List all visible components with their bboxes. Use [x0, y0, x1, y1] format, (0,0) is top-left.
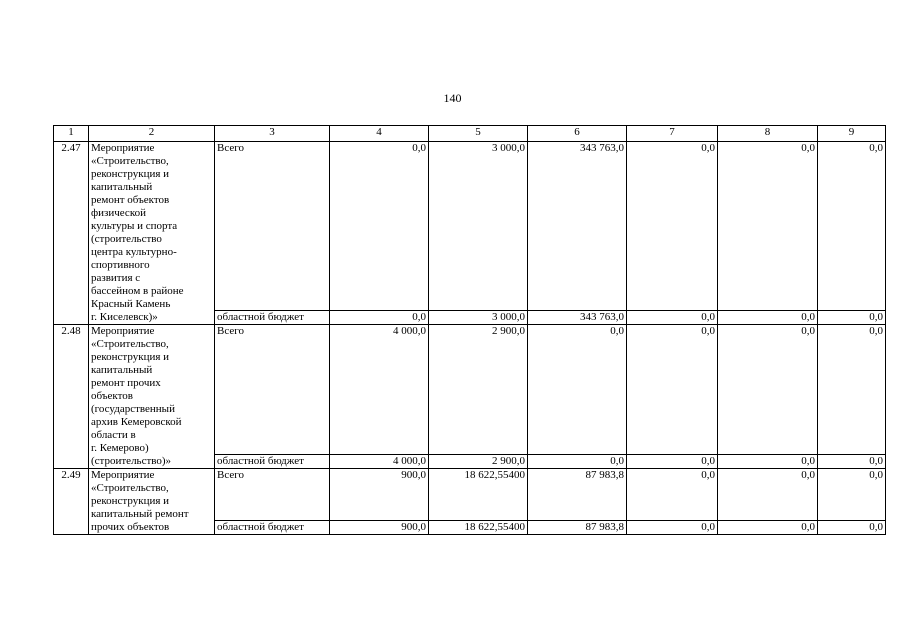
column-header: 3 — [215, 126, 330, 142]
value-cell-v7: 0,0 — [627, 469, 718, 521]
description-line: бассейном в районе — [91, 285, 184, 297]
measure-description — [89, 142, 215, 325]
description-line: ремонт прочих — [91, 377, 161, 389]
value-cell-v8: 0,0 — [718, 455, 818, 469]
description-line: (строительство — [91, 233, 162, 245]
description-line: объектов — [91, 390, 133, 402]
description-line: культуры и спорта — [91, 220, 178, 232]
value-cell-v4: 0,0 — [330, 311, 429, 325]
funding-source: областной бюджет — [215, 455, 330, 469]
description-line: Мероприятие — [91, 469, 155, 481]
description-line: «Строительство, — [91, 482, 169, 494]
table-row-total — [54, 142, 886, 311]
table-row-total — [54, 325, 886, 455]
value-cell-v4: 900,0 — [330, 469, 429, 521]
value-cell-v9: 0,0 — [818, 455, 886, 469]
value-cell-v5: 3 000,0 — [429, 142, 528, 311]
value-cell-v5: 2 900,0 — [429, 455, 528, 469]
page-number: 140 — [443, 91, 462, 105]
value-cell-v5: 18 622,55400 — [429, 469, 528, 521]
value-cell-v7: 0,0 — [627, 325, 718, 455]
description-line: спортивного — [91, 259, 150, 271]
measure-description — [89, 469, 215, 535]
description-line: г. Кемерово) — [91, 442, 149, 454]
value-cell-v6: 0,0 — [528, 455, 627, 469]
description-line: архив Кемеровской — [91, 416, 182, 428]
funding-source: областной бюджет — [215, 521, 330, 535]
funding-source: Всего — [215, 325, 330, 455]
value-cell-v4: 0,0 — [330, 142, 429, 311]
description-line: капитальный ремонт — [91, 508, 189, 520]
column-header: 5 — [429, 126, 528, 142]
value-cell-v4: 4 000,0 — [330, 325, 429, 455]
value-cell-v8: 0,0 — [718, 521, 818, 535]
description-line: капитальный — [91, 364, 153, 376]
description-line: «Строительство, — [91, 155, 169, 167]
funding-source: Всего — [215, 142, 330, 311]
value-cell-v9: 0,0 — [818, 469, 886, 521]
column-header: 1 — [54, 126, 89, 142]
row-index: 2.48 — [54, 325, 89, 469]
column-header: 7 — [627, 126, 718, 142]
value-cell-v7: 0,0 — [627, 311, 718, 325]
column-header: 8 — [718, 126, 818, 142]
value-cell-v9: 0,0 — [818, 142, 886, 311]
description-line: реконструкция и — [91, 495, 170, 507]
value-cell-v5: 18 622,55400 — [429, 521, 528, 535]
description-line: Мероприятие — [91, 142, 155, 154]
description-line: Красный Камень — [91, 298, 171, 310]
description-line: прочих объектов — [91, 521, 170, 533]
description-line: (государственный — [91, 403, 175, 415]
value-cell-v8: 0,0 — [718, 142, 818, 311]
value-cell-v5: 3 000,0 — [429, 311, 528, 325]
table-body — [54, 126, 886, 535]
value-cell-v8: 0,0 — [718, 325, 818, 455]
value-cell-v6: 0,0 — [528, 325, 627, 455]
description-line: г. Киселевск)» — [91, 311, 158, 323]
value-cell-v7: 0,0 — [627, 142, 718, 311]
row-index: 2.49 — [54, 469, 89, 535]
description-line: реконструкция и — [91, 351, 170, 363]
value-cell-v7: 0,0 — [627, 521, 718, 535]
measure-description — [89, 325, 215, 469]
table-row-total — [54, 469, 886, 521]
value-cell-v4: 4 000,0 — [330, 455, 429, 469]
description-line: реконструкция и — [91, 168, 170, 180]
column-number-header — [54, 126, 886, 142]
column-header: 4 — [330, 126, 429, 142]
value-cell-v4: 900,0 — [330, 521, 429, 535]
value-cell-v6: 87 983,8 — [528, 521, 627, 535]
description-line: области в — [91, 429, 136, 441]
description-line: капитальный — [91, 181, 153, 193]
column-header: 6 — [528, 126, 627, 142]
value-cell-v6: 343 763,0 — [528, 142, 627, 311]
column-header: 9 — [818, 126, 886, 142]
row-index: 2.47 — [54, 142, 89, 325]
value-cell-v9: 0,0 — [818, 311, 886, 325]
value-cell-v8: 0,0 — [718, 311, 818, 325]
description-line: (строительство)» — [91, 455, 172, 467]
funding-source: областной бюджет — [215, 311, 330, 325]
value-cell-v6: 87 983,8 — [528, 469, 627, 521]
funding-source: Всего — [215, 469, 330, 521]
value-cell-v8: 0,0 — [718, 469, 818, 521]
value-cell-v7: 0,0 — [627, 455, 718, 469]
description-line: ремонт объектов — [91, 194, 170, 206]
description-line: Мероприятие — [91, 325, 155, 337]
value-cell-v6: 343 763,0 — [528, 311, 627, 325]
description-line: развития с — [91, 272, 141, 284]
description-line: центра культурно- — [91, 246, 177, 258]
description-line: «Строительство, — [91, 338, 169, 350]
budget-table — [53, 125, 886, 535]
value-cell-v9: 0,0 — [818, 325, 886, 455]
column-header: 2 — [89, 126, 215, 142]
value-cell-v5: 2 900,0 — [429, 325, 528, 455]
description-line: физической — [91, 207, 146, 219]
value-cell-v9: 0,0 — [818, 521, 886, 535]
